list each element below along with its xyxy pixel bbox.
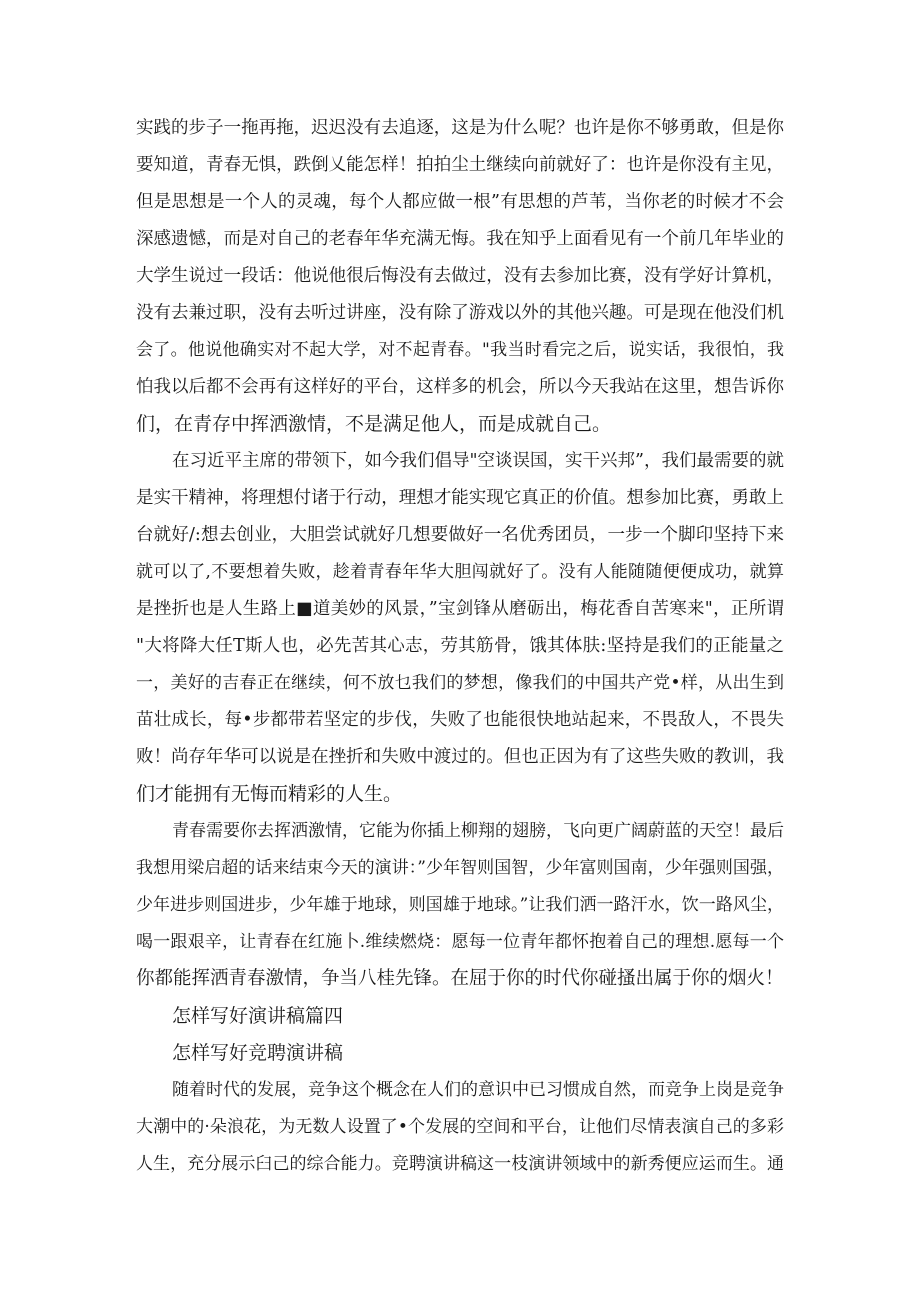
paragraph-line: 实践的步子一拖再拖，迟迟没有去追逐，这是为什么呢？也许是你不够勇敢，但是你 <box>136 118 784 138</box>
paragraph-line: "大将降大任T斯人也，必先苦其心志，劳其筋骨，饿其体肤:坚持是我们的正能量之 <box>136 636 784 656</box>
paragraph-line: 喝一跟艰辛，让青春在红施卜.维续燃烧：愿每一位青年都怀抱着自己的理想.愿每一个 <box>136 932 784 952</box>
paragraph-line: 怕我以后都不会再有这样好的平台，这样多的机会，所以今天我站在这里，想告诉你 <box>136 377 784 397</box>
paragraph-line: 会了。他说他确实对不起大学，对不起青春。"我当时看完之后，说实话，我很怕，我 <box>136 340 784 360</box>
paragraph-line: 你都能挥洒青春激情，争当八桂先锋。在屈于你的时代你碰搔出属于你的烟火！ <box>136 968 784 989</box>
paragraph-line: 少年进步则国进步，少年雄于地球，则国雄于地球。”让我们洒一路汗水，饮一路风尘， <box>136 895 784 915</box>
paragraph-line: 是实干精神，将理想付诸于行动，理想才能实现它真正的价值。想参加比赛，勇敢上 <box>136 488 784 508</box>
section-heading: 怎样写好演讲稿篇四 <box>172 1005 344 1027</box>
paragraph-line: 一，美好的吉春正在继续，何不放乜我们的梦想，像我们的中国共产党•样，从出生到 <box>136 673 784 693</box>
paragraph-line: 台就好/:想去创业，大胆尝试就好几想要做好一名优秀团员，一步一个脚印坚持下来 <box>136 525 784 545</box>
paragraph-line: 我想用梁启超的话来结束今天的演讲：”少年智则国智，少年富则国南，少年强则国强， <box>136 858 784 878</box>
paragraph-line: 就可以了,不要想着失败，趁着青春年华大胆闯就好了。没有人能随随便便成功，就算 <box>136 562 784 582</box>
paragraph-line: 大潮中的·朵浪花，为无数人设置了•个发展的空间和平台，让他们尽情表演自己的多彩 <box>136 1117 784 1137</box>
paragraph-line: 没有去兼过职，没有去听过讲座，没有除了游戏以外的其他兴趣。可是现在他没们机 <box>136 303 784 323</box>
paragraph-line: 随着时代的发展，竞争这个概念在人们的意识中已习惯成自然，而竞争上岗是竞争 <box>172 1080 784 1100</box>
paragraph-line: 但是思想是一个人的灵魂，每个人都应做一根”有思想的芦苇，当你老的时候才不会 <box>136 192 784 212</box>
paragraph-line: 们才能拥有无悔而精彩的人生。 <box>136 783 403 805</box>
section-subheading: 怎样写好竞聘演讲稿 <box>172 1042 344 1064</box>
paragraph-line: 青春需要你去挥洒激情，它能为你插上柳翔的翅膀，飞向更广阔蔚蓝的天空！最后 <box>172 821 784 841</box>
paragraph-line: 大学生说过一段话：他说他很后悔没有去做过，没有去参加比赛，没有学好计算机， <box>136 266 784 286</box>
paragraph-line: 深感遗憾，而是对自己的老春年华充满无悔。我在知乎上面看见有一个前几年毕业的 <box>136 229 784 249</box>
paragraph-line: 是挫折也是人生路上■道美妙的风景，”宝剑锋从磨砺出，梅花香自苦寒来"，正所谓 <box>136 599 784 619</box>
paragraph-line: 苗壮成长，每•步都带若坚定的步伐，失败了也能很快地站起来，不畏敌人，不畏失 <box>136 710 784 730</box>
paragraph-line: 在习近平主席的带领下，如今我们倡导"空谈误国，实干兴邦”，我们最需要的就 <box>172 451 784 471</box>
paragraph-line: 败！尚存年华可以说是在挫折和失败中渡过的。但也正因为有了这些失败的教训，我 <box>136 747 784 767</box>
paragraph-line: 们，在青存中挥洒激情，不是满足他人，而是成就自己。 <box>136 413 612 435</box>
paragraph-line: 要知道，青春无惧，跌倒乂能怎样！拍拍尘土继续向前就好了：也许是你没有主见， <box>136 155 784 175</box>
paragraph-line: 人生，充分展示臼己的综合能力。竞聘演讲稿这一枝演讲领域中的新秀便应运而生。通 <box>136 1154 784 1174</box>
